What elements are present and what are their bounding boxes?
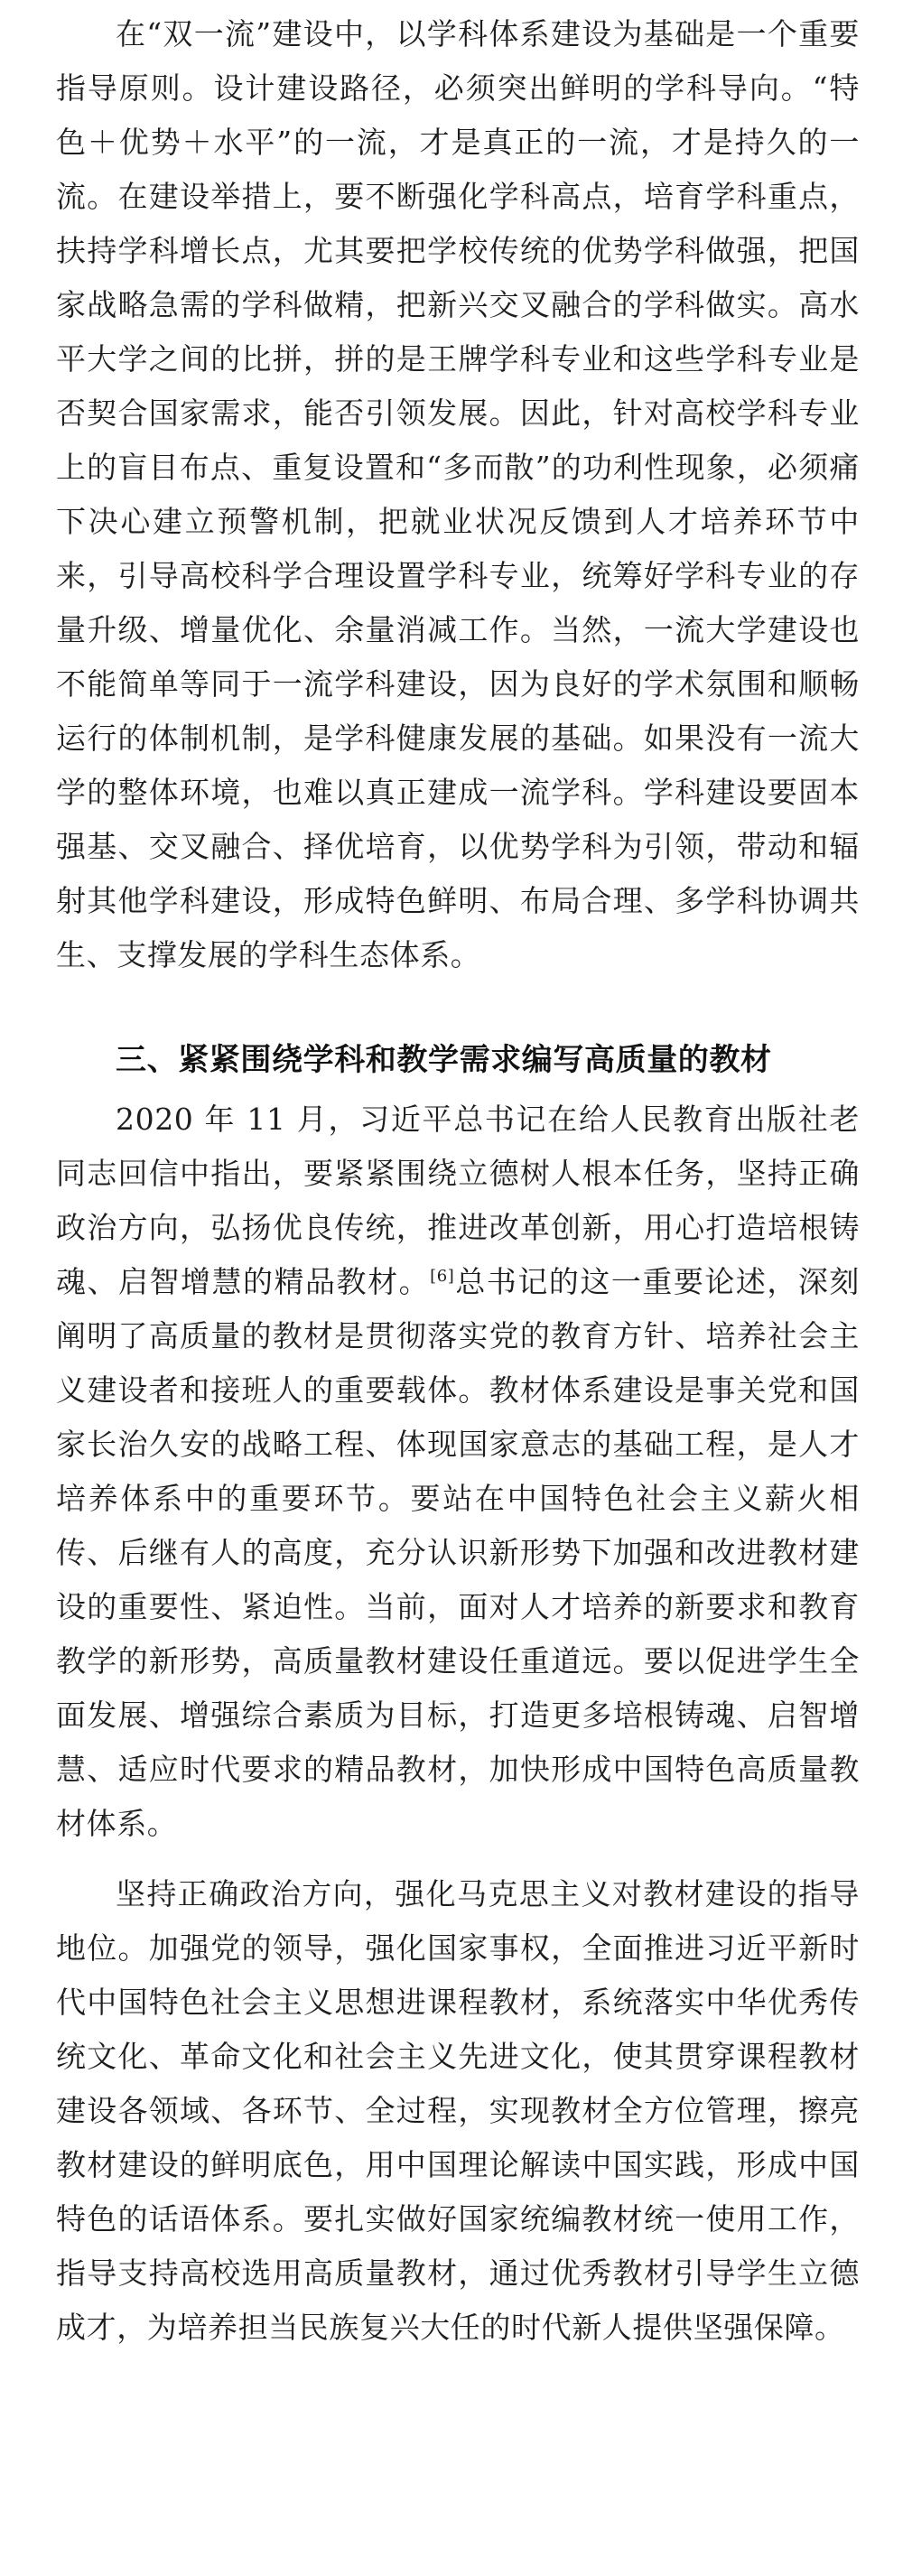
citation-reference: [6] [430, 1267, 455, 1286]
paragraph-political-direction: 坚持正确政治方向，强化马克思主义对教材建设的指导地位。加强党的领导，强化国家事权，全面推进习近平新时代中国特色社会主义思想进课程教材，系统落实中华优秀传统文化、革命文化和社会主义先进文化，使其贯穿课程教材建设各领域、各环节、全过程，实现教材全方位管理，擦亮教材建设的鲜明底色，用中国理论解读中国实践，形成中国特色的话语体系。要扎实做好国家统编教材统一使用工作，指导支持高校选用高质量教材，通过优秀教材引导学生立德成才，为培养担当民族复兴大任的时代新人提供坚强保障。 [56, 1876, 860, 2345]
paragraph-textbook-letter [56, 1093, 860, 1851]
paragraph-textbook-letter-part-b: 总书记的这一重要论述，深刻阐明了高质量的教材是贯彻落实党的教育方针、培养社会主义建设者和接班人的重要载体。教材体系建设是事关党和国家长治久安的战略工程、体现国家意志的基础工程，是人才培养体系中的重要环节。要站在中国特色社会主义薪火相传、后继有人的高度，充分认识新形势下加强和改进教材建设的重要性、紧迫性。当前，面对人才培养的新要求和教育教学的新形势，高质量教材建设任重道远。要以促进学生全面发展、增强综合素质为目标，打造更多培根铸魂、启智增慧、适应时代要求的精品教材，加快形成中国特色高质量教材体系。 [56, 1264, 860, 1841]
paragraph-textbook-letter-part-a: 2020 年 11 月，习近平总书记在给人民教育出版社老同志回信中指出，要紧紧围绕立德树人根本任务，坚持正确政治方向，弘扬优良传统，推进改革创新，用心打造培根铸魂、启智增慧的精品教材。 [56, 1102, 860, 1299]
section-heading-3: 三、紧紧围绕学科和教学需求编写高质量的教材 [116, 1042, 772, 1078]
paragraph-double-first-class: 在“双一流”建设中，以学科体系建设为基础是一个重要指导原则。设计建设路径，必须突出鲜明的学科导向。“特色＋优势＋水平”的一流，才是真正的一流，才是持久的一流。在建设举措上，要不断强化学科高点，培育学科重点，扶持学科增长点，尤其要把学校传统的优势学科做强，把国家战略急需的学科做精，把新兴交叉融合的学科做实。高水平大学之间的比拼，拼的是王牌学科专业和这些学科专业是否契合国家需求，能否引领发展。因此，针对高校学科专业上的盲目布点、重复设置和“多而散”的功利性现象，必须痛下决心建立预警机制，把就业状况反馈到人才培养环节中来，引导高校科学合理设置学科专业，统筹好学科专业的存量升级、增量优化、余量消减工作。当然，一流大学建设也不能简单等同于一流学科建设，因为良好的学术氛围和顺畅运行的体制机制，是学科健康发展的基础。如果没有一流大学的整体环境，也难以真正建成一流学科。学科建设要固本强基、交叉融合、择优培育，以优势学科为引领，带动和辐射其他学科建设，形成特色鲜明、布局合理、多学科协调共生、支撑发展的学科生态体系。 [56, 16, 860, 972]
